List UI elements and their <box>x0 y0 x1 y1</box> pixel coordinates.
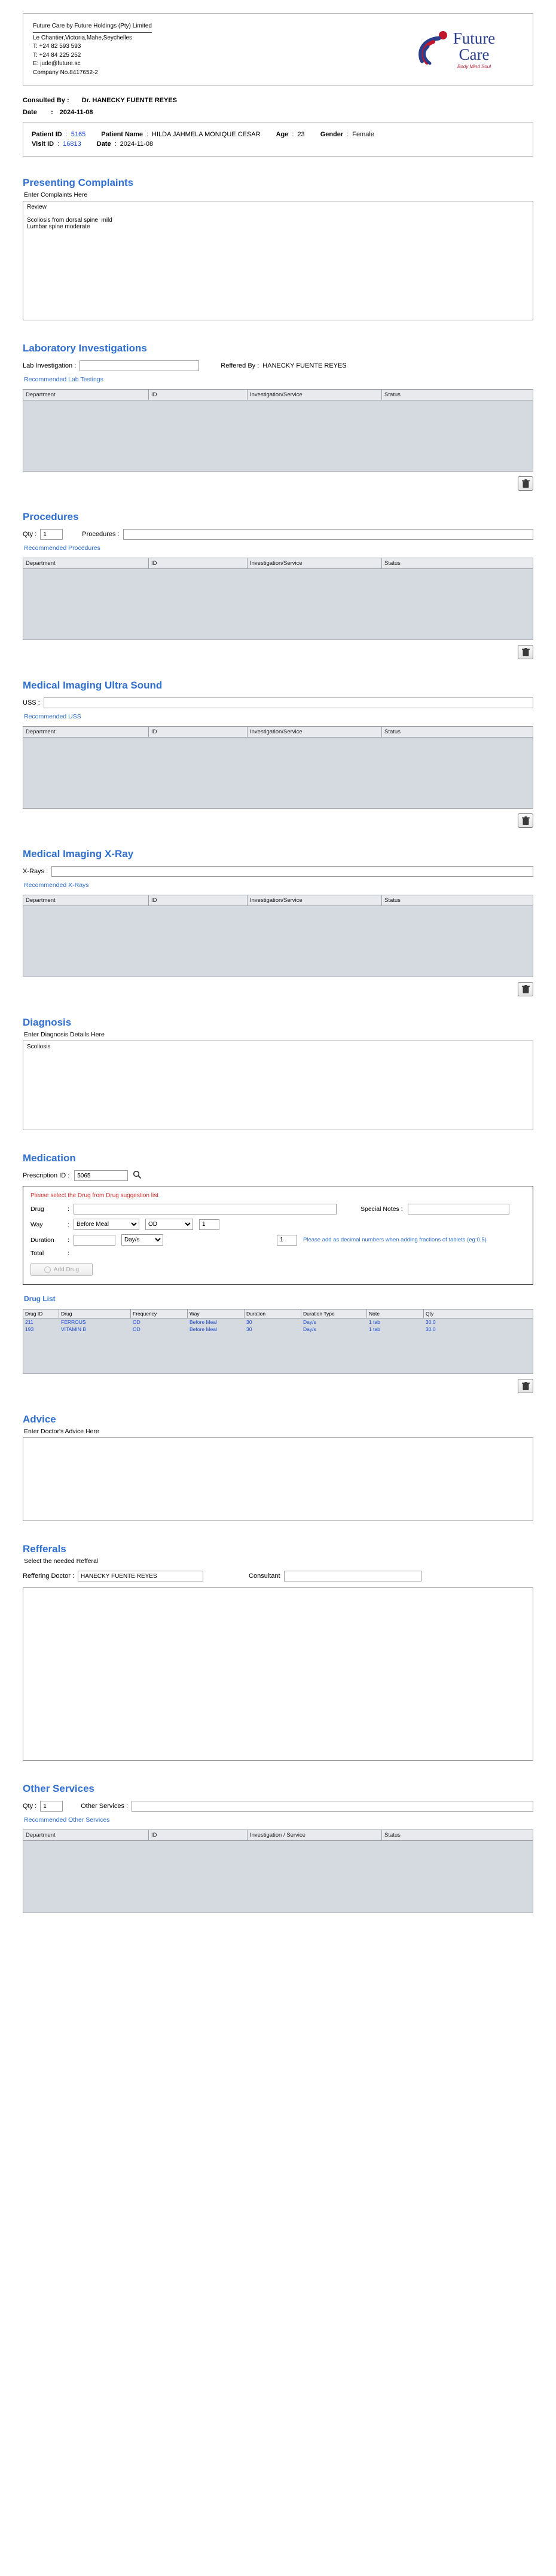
uss-col-department: Department <box>23 727 149 737</box>
uss-col-status: Status <box>384 729 401 735</box>
cell-duration: 30 <box>246 1326 252 1332</box>
xray-grid <box>23 895 533 977</box>
clinic-header <box>23 13 533 86</box>
consulted-by-row <box>23 97 533 104</box>
xray-input[interactable] <box>51 866 533 877</box>
total-colon: : <box>68 1250 69 1257</box>
patient-id-value: 5165 <box>71 131 86 138</box>
date-value: 2024-11-08 <box>59 109 93 116</box>
uss-grid <box>23 726 533 809</box>
add-drug-button[interactable] <box>30 1263 93 1276</box>
section-title-diagnosis: Diagnosis <box>23 1017 72 1028</box>
special-notes-label: Special Notes : <box>361 1206 403 1213</box>
drug-row <box>30 1204 526 1214</box>
cell-note: 1 tab <box>369 1319 380 1325</box>
proc-col-status: Status <box>384 560 401 567</box>
clinic-logo <box>386 30 523 69</box>
patient-row-1 <box>32 131 524 138</box>
visit-id-colon: : <box>57 140 60 148</box>
cell-way: Before Meal <box>190 1319 217 1325</box>
xray-col-id: ID <box>149 895 248 905</box>
trash-icon <box>522 985 530 994</box>
patient-name-label: Patient Name <box>101 131 143 138</box>
drug-label: Drug <box>30 1206 44 1213</box>
patient-age-colon: : <box>292 131 294 138</box>
xray-trash-row <box>23 982 533 996</box>
dl-col-qty: Qty <box>426 1311 434 1317</box>
plus-icon <box>44 1266 51 1273</box>
drug-input[interactable] <box>74 1204 337 1214</box>
cell-duration-type: Day/s <box>303 1326 316 1332</box>
uss-input-row <box>23 697 533 708</box>
uss-label: USS : <box>23 699 40 706</box>
uss-input[interactable] <box>44 697 533 708</box>
advice-sub-label: Enter Doctor's Advice Here <box>24 1428 99 1435</box>
xray-col-status: Status <box>384 897 401 904</box>
diagnosis-sub-label: Enter Diagnosis Details Here <box>24 1031 105 1038</box>
proc-col-department: Department <box>23 558 149 568</box>
drug-list-body[interactable] <box>23 1318 533 1373</box>
other-services-qty-input[interactable] <box>40 1801 63 1812</box>
frequency-qty-input[interactable] <box>199 1219 219 1230</box>
lab-col-department: Department <box>23 390 149 400</box>
visit-date-colon: : <box>114 140 117 148</box>
drug-list-title: Drug List <box>24 1295 56 1303</box>
referring-doctor-input[interactable] <box>78 1571 203 1581</box>
trash-icon <box>522 648 530 657</box>
xray-grid-header <box>23 895 533 906</box>
uss-grid-header <box>23 727 533 738</box>
procedures-trash-row <box>23 645 533 659</box>
uss-delete-button[interactable] <box>518 813 533 828</box>
cell-drug: VITAMIN B <box>61 1326 86 1332</box>
trash-icon <box>522 479 530 488</box>
clinic-address: Le Chantier,Victoria,Mahe,Seychelles <box>33 34 133 41</box>
drug-selection-warning: Please select the Drug from Drug suggestion list <box>30 1192 158 1199</box>
logo-text-line2: Care <box>459 45 490 63</box>
lab-trash-row <box>23 476 533 491</box>
cell-qty: 30.0 <box>426 1319 436 1325</box>
lab-col-status: Status <box>384 391 401 398</box>
way-label: Way <box>30 1220 43 1228</box>
lab-referred-value: HANECKY FUENTE REYES <box>262 362 347 369</box>
duration-colon: : <box>68 1236 69 1244</box>
section-title-xray: Medical Imaging X-Ray <box>23 848 134 859</box>
way-select[interactable] <box>74 1219 139 1230</box>
lab-grid-header <box>23 390 533 400</box>
other-services-input-row <box>23 1801 533 1812</box>
consultant-label: Consultant <box>249 1572 280 1580</box>
procedures-delete-button[interactable] <box>518 645 533 659</box>
clinic-name: Future Care by Future Holdings (Pty) Limited <box>33 22 152 33</box>
duration-label: Duration <box>30 1236 54 1244</box>
other-services-label: Other Services : <box>81 1803 129 1810</box>
procedures-input-row <box>23 529 533 540</box>
drug-delete-button[interactable] <box>518 1379 533 1393</box>
lab-col-service: Investigation/Service <box>248 390 382 400</box>
referrals-sub-label: Select the needed Refferal <box>24 1558 99 1565</box>
special-notes-input[interactable] <box>408 1204 509 1214</box>
procedures-input[interactable] <box>123 529 533 540</box>
way-row <box>30 1219 526 1230</box>
patient-info-band <box>23 122 533 157</box>
consulted-by-label: Consulted By : <box>23 97 69 104</box>
xray-input-row <box>23 866 533 877</box>
referral-input-row <box>23 1571 533 1581</box>
os-col-department: Department <box>23 1830 149 1840</box>
table-row[interactable] <box>23 1318 533 1326</box>
xray-col-department: Department <box>23 895 149 905</box>
clinic-phone-2: T: +24 84 225 252 <box>33 51 81 59</box>
consult-date-row <box>23 109 533 116</box>
lab-grid-body[interactable] <box>23 400 533 471</box>
trash-icon <box>522 816 530 825</box>
duration-hint: Please add as decimal numbers when adding fractions of tablets (eg:0.5) <box>303 1237 487 1243</box>
os-col-service: Investigation / Service <box>248 1830 382 1840</box>
add-drug-label: Add Drug <box>53 1266 80 1273</box>
procedures-grid-header <box>23 558 533 569</box>
recommended-xray-link[interactable]: Recommended X-Rays <box>24 882 89 889</box>
xray-col-service: Investigation/Service <box>248 895 382 905</box>
consultant-input[interactable] <box>284 1571 421 1581</box>
xray-delete-button[interactable] <box>518 982 533 996</box>
dl-col-note: Note <box>367 1310 424 1318</box>
logo-tagline: Body Mind Soul <box>457 63 491 69</box>
procedures-grid <box>23 558 533 640</box>
drug-list-trash-row <box>23 1379 533 1393</box>
section-title-other-services: Other Services <box>23 1783 95 1794</box>
cell-way: Before Meal <box>190 1326 217 1332</box>
consulted-by-doctor: Dr. HANECKY FUENTE REYES <box>81 97 178 104</box>
patient-id-label: Patient ID <box>32 131 62 138</box>
lab-results-grid <box>23 389 533 472</box>
procedures-qty-label: Qty : <box>23 531 37 538</box>
section-title-referrals: Refferals <box>23 1543 66 1555</box>
other-services-grid-header <box>23 1830 533 1841</box>
complaints-sub-label: Enter Complaints Here <box>24 191 88 198</box>
dl-col-drug-id: Drug ID <box>23 1310 59 1318</box>
patient-name-colon: : <box>146 131 149 138</box>
duration-row <box>30 1234 526 1246</box>
lab-investigation-input[interactable] <box>80 360 199 371</box>
patient-name-value: HILDA JAHMELA MONIQUE CESAR <box>152 131 261 138</box>
drug-list-header <box>23 1310 533 1318</box>
other-services-grid <box>23 1829 533 1913</box>
section-title-medication: Medication <box>23 1152 76 1164</box>
drug-list-grid <box>23 1309 533 1374</box>
recommended-lab-link[interactable]: Recommended Lab Testings <box>24 376 103 383</box>
section-title-procedures: Procedures <box>23 511 79 522</box>
recommended-procedures-link[interactable]: Recommended Procedures <box>24 544 100 552</box>
way-colon: : <box>68 1220 69 1228</box>
cell-drug: FERROUS <box>61 1319 86 1325</box>
patient-row-2 <box>32 140 524 148</box>
uss-col-id: ID <box>149 727 248 737</box>
dl-col-way: Way <box>188 1310 245 1318</box>
xray-label: X-Rays : <box>23 868 48 875</box>
logo-mark-icon <box>414 30 451 69</box>
dl-col-frequency: Frequency <box>131 1310 188 1318</box>
dl-col-duration: Duration <box>245 1310 301 1318</box>
cell-duration: 30 <box>246 1319 252 1325</box>
other-services-qty-label: Qty : <box>23 1803 37 1810</box>
prescription-page <box>0 13 556 1949</box>
prescription-id-label: Prescription ID : <box>23 1172 70 1179</box>
cell-frequency: OD <box>133 1326 140 1332</box>
os-col-status: Status <box>384 1832 401 1838</box>
referral-notes-textarea[interactable] <box>23 1587 533 1761</box>
clinic-address-block <box>33 22 386 77</box>
procedures-label: Procedures : <box>82 531 120 538</box>
section-title-uss: Medical Imaging Ultra Sound <box>23 680 163 691</box>
procedures-grid-body[interactable] <box>23 569 533 640</box>
logo-text-line1: Future <box>453 29 496 47</box>
lab-col-id: ID <box>149 390 248 400</box>
other-services-grid-body[interactable] <box>23 1841 533 1913</box>
total-row <box>30 1250 526 1257</box>
frequency-select[interactable] <box>145 1219 193 1230</box>
lab-input-row <box>23 360 533 371</box>
dl-col-duration-type: Duration Type <box>301 1310 367 1318</box>
patient-gender-colon: : <box>347 131 349 138</box>
clinic-company-no: Company No.8417652-2 <box>33 69 98 76</box>
complaints-textarea[interactable] <box>23 201 533 320</box>
uss-grid-body[interactable] <box>23 738 533 808</box>
recommended-other-services-link[interactable]: Recommended Other Services <box>24 1816 110 1824</box>
medication-entry-panel <box>23 1186 533 1285</box>
recommended-uss-link[interactable]: Recommended USS <box>24 713 81 720</box>
procedures-qty-input[interactable] <box>40 529 63 540</box>
total-label: Total <box>30 1250 44 1257</box>
clinic-email: E: jude@future.sc <box>33 60 81 67</box>
cell-qty: 30.0 <box>426 1326 436 1332</box>
uss-col-service: Investigation/Service <box>248 727 382 737</box>
duration-type-select[interactable] <box>121 1234 163 1246</box>
proc-col-id: ID <box>149 558 248 568</box>
lab-delete-button[interactable] <box>518 476 533 491</box>
trash-icon <box>522 1382 530 1391</box>
cell-drug-id: 211 <box>25 1319 33 1325</box>
visit-date-value: 2024-11-08 <box>120 140 154 148</box>
patient-gender-value: Female <box>352 131 374 138</box>
advice-textarea[interactable] <box>23 1437 533 1521</box>
patient-age-label: Age <box>276 131 289 138</box>
visit-date-label: Date <box>96 140 111 148</box>
patient-id-colon: : <box>65 131 68 138</box>
search-icon <box>133 1170 142 1179</box>
date-label: Date <box>23 109 37 116</box>
patient-gender-label: Gender <box>320 131 344 138</box>
section-title-advice: Advice <box>23 1414 56 1425</box>
prescription-id-row <box>23 1170 533 1181</box>
os-col-id: ID <box>149 1830 248 1840</box>
proc-col-service: Investigation/Service <box>248 558 382 568</box>
visit-id-value: 16813 <box>63 140 81 148</box>
other-services-input[interactable] <box>132 1801 533 1812</box>
section-title-lab: Laboratory Investigations <box>23 342 147 354</box>
section-title-complaints: Presenting Complaints <box>23 177 134 188</box>
clinic-phone-1: T: +24 82 593 593 <box>33 43 81 50</box>
prescription-id-input[interactable] <box>74 1170 128 1181</box>
diagnosis-textarea[interactable] <box>23 1041 533 1130</box>
date-colon: : <box>51 109 53 116</box>
uss-trash-row <box>23 813 533 828</box>
cell-duration-type: Day/s <box>303 1319 316 1325</box>
patient-age-value: 23 <box>297 131 305 138</box>
drug-colon: : <box>68 1206 69 1213</box>
referring-doctor-label: Reffering Doctor : <box>23 1572 75 1580</box>
visit-id-label: Visit ID <box>32 140 54 148</box>
cell-frequency: OD <box>133 1319 140 1325</box>
cell-drug-id: 193 <box>25 1326 34 1332</box>
xray-grid-body[interactable] <box>23 906 533 977</box>
duration-count-input[interactable] <box>277 1235 297 1246</box>
lab-investigation-label: Lab Investigation : <box>23 362 77 369</box>
prescription-search-button[interactable] <box>133 1170 142 1181</box>
duration-input[interactable] <box>74 1235 115 1246</box>
dl-col-drug: Drug <box>59 1310 131 1318</box>
table-row[interactable] <box>23 1326 533 1333</box>
cell-note: 1 tab <box>369 1326 380 1332</box>
lab-referred-label: Reffered By : <box>221 362 259 369</box>
